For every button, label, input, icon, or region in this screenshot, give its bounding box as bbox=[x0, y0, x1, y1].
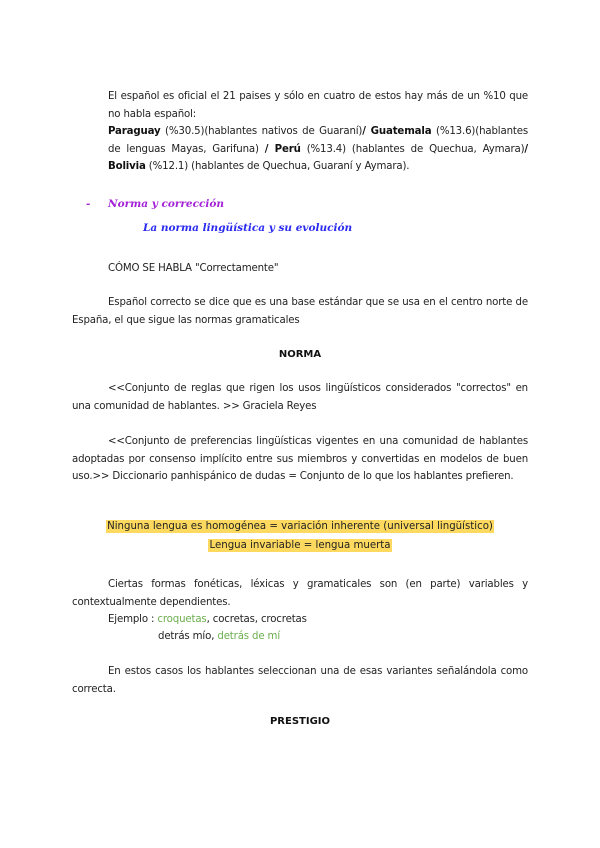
bullet-dash: - bbox=[86, 198, 91, 210]
ejemplo-label: Ejemplo : bbox=[108, 614, 155, 625]
peru-label: / Perú bbox=[264, 143, 301, 155]
norma-heading: NORMA bbox=[278, 349, 322, 360]
prestigio-heading: PRESTIGIO bbox=[269, 716, 331, 727]
ejemplo-detras-de-mi: detrás de mí bbox=[217, 631, 281, 642]
section-subtitle: La norma lingüística y su evolución bbox=[143, 222, 353, 234]
ejemplo-line-2 bbox=[158, 628, 528, 646]
intro-paragraph bbox=[108, 88, 528, 176]
como-se-habla: CÓMO SE HABLA "Correctamente" bbox=[108, 263, 279, 274]
ciertas-formas-paragraph: Ciertas formas fonéticas, léxicas y gramaticales son (en parte) variables y contextualmente dependientes. bbox=[72, 579, 528, 608]
bolivia-label: / Bolivia bbox=[108, 143, 528, 172]
en-estos-casos-paragraph: En estos casos los hablantes seleccionan una de esas variantes señalándola como correcta. bbox=[72, 666, 528, 695]
peru-text: (%13.4) (hablantes de Quechua, Aymara) bbox=[300, 143, 525, 155]
paraguay-text: (%30.5)(hablantes nativos de Guaraní) bbox=[160, 126, 363, 137]
intro-line: El español es oficial el 21 paises y sólo en cuatro de estos hay más de un %10 que no habla español: bbox=[108, 91, 528, 120]
bolivia-text: (%12.1) (hablantes de Quechua, Guaraní y Aymara). bbox=[145, 161, 410, 172]
highlight-line-2 bbox=[72, 540, 528, 551]
highlight-line-1 bbox=[72, 521, 528, 532]
highlight-homogenea: Ninguna lengua es homogénea = variación inherente (universal lingüístico) bbox=[107, 521, 493, 532]
quote-diccionario: <<Conjunto de preferencias lingüísticas vigentes en una comunidad de hablantes adoptadas por consenso implícito entre sus miembros y convertidas en modelos de buen uso.>> Diccionario panhispánico de dudas = Conjunto de lo que los hablantes prefieren. bbox=[72, 436, 528, 482]
paraguay-label: Paraguay bbox=[108, 126, 161, 137]
ejemplo-variantes: , cocretas, crocretas bbox=[206, 614, 307, 625]
ejemplo-line-1 bbox=[108, 611, 528, 629]
highlight-lengua-muerta: Lengua invariable = lengua muerta bbox=[209, 540, 391, 551]
bullet-title: Norma y corrección bbox=[108, 198, 225, 210]
espanol-correcto-paragraph: Español correcto se dice que es una base estándar que se usa en el centro norte de España, el que sigue las normas gramaticales bbox=[72, 297, 528, 326]
guatemala-text: (%13.6)(hablantes de lenguas Mayas, Garifuna) bbox=[108, 126, 528, 155]
ejemplo-detras-mio: detrás mío, bbox=[158, 631, 218, 642]
guatemala-label: / Guatemala bbox=[362, 126, 432, 137]
quote-reyes: <<Conjunto de reglas que rigen los usos lingüísticos considerados "correctos" en una comunidad de hablantes. >> Graciela Reyes bbox=[72, 383, 528, 412]
bullet-norma bbox=[86, 198, 224, 210]
ejemplo-croquetas: croquetas bbox=[154, 614, 207, 625]
